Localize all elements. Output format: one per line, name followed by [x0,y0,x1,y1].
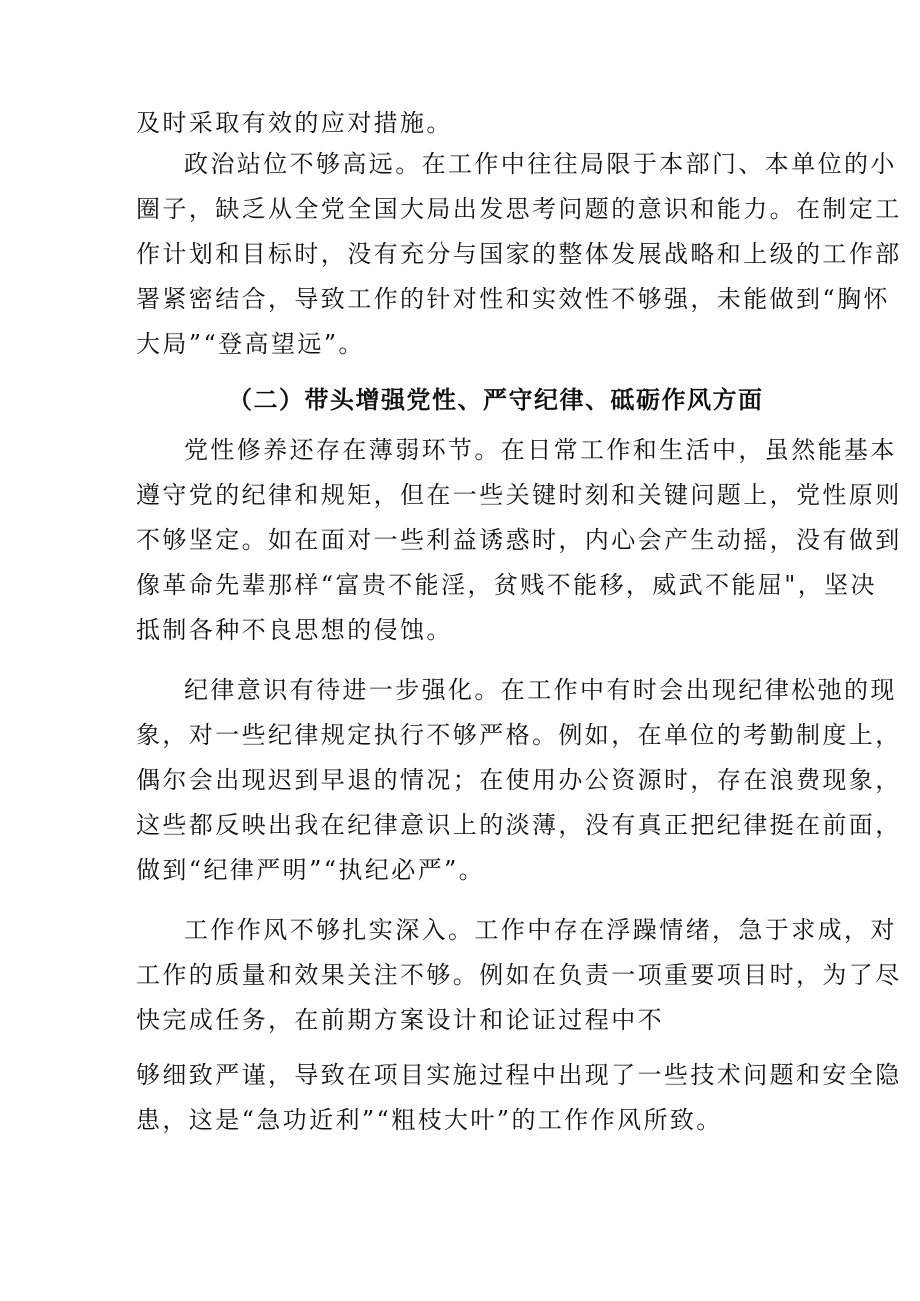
paragraph-line: 作计划和目标时，没有充分与国家的整体发展战略和上级的工作部 [136,240,902,268]
paragraph-line: 做到“纪律严明”“执纪必严”。 [136,856,486,884]
paragraph-line: 及时采取有效的应对措施。 [136,109,453,137]
paragraph-line: 快完成任务，在前期方案设计和论证过程中不 [136,1006,664,1034]
paragraph-line: 遵守党的纪律和规矩，但在一些关键时刻和关键问题上，党性原则 [136,481,902,509]
paragraph-line: 偶尔会出现迟到早退的情况；在使用办公资源时，存在浪费现象， [136,766,902,794]
paragraph-line: 够细致严谨，导致在项目实施过程中出现了一些技术问题和安全隐 [136,1061,902,1089]
paragraph-line: 圈子，缺乏从全党全国大局出发思考问题的意识和能力。在制定工 [136,195,902,223]
paragraph-line: 政治站位不够高远。在工作中往往局限于本部门、本单位的小 [184,150,897,178]
paragraph-line: 署紧密结合，导致工作的针对性和实效性不够强，未能做到“胸怀 [136,285,890,313]
paragraph-line: 工作作风不够扎实深入。工作中存在浮躁情绪，急于求成，对 [184,916,897,944]
paragraph-line: 这些都反映出我在纪律意识上的淡薄，没有真正把纪律挺在前面， [136,811,902,839]
paragraph-line: 象，对一些纪律规定执行不够严格。例如，在单位的考勤制度上， [136,721,902,749]
paragraph-line: 患，这是“急功近利”“粗枝大叶”的工作作风所致。 [136,1106,723,1134]
paragraph-line: 纪律意识有待进一步强化。在工作中有时会出现纪律松弛的现 [184,676,897,704]
paragraph-line: 抵制各种不良思想的侵蚀。 [136,616,453,644]
paragraph-line: 党性修养还存在薄弱环节。在日常工作和生活中，虽然能基本 [184,436,897,464]
paragraph-line: 工作的质量和效果关注不够。例如在负责一项重要项目时，为了尽 [136,961,902,989]
paragraph-line: 大局”“登高望远”。 [136,330,365,358]
paragraph-line: 像革命先辈那样“富贵不能淫，贫贱不能移，威武不能屈"，坚决 [136,571,877,599]
paragraph-line: 不够坚定。如在面对一些利益诱惑时，内心会产生动摇，没有做到 [136,526,902,554]
section-heading: （二）带头增强党性、严守纪律、砥砺作风方面 [228,385,764,414]
